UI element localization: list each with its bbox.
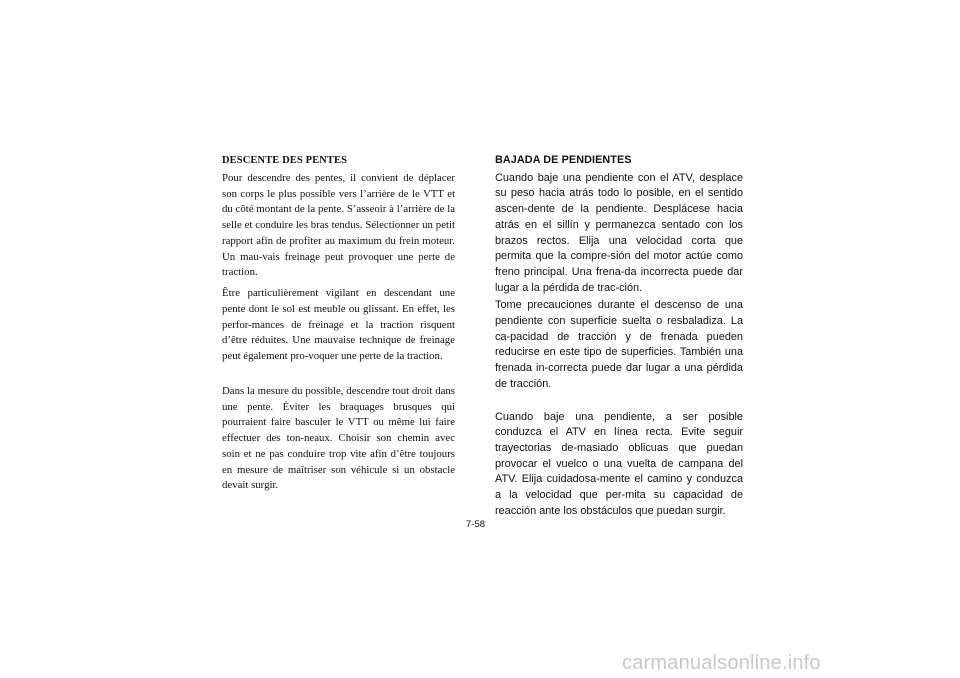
spanish-column	[495, 153, 743, 519]
french-paragraph-1: Pour descendre des pentes, il convient de déplacer son corps le plus possible vers l’arrière de le VTT et du côté montant de la pente. S’asseoir à l’arrière de la selle et conduire les bras tendus. Sélectionner un petit rapport afin de profiter au maximum du frein moteur. Un mau-vais freinage peut provoquer une perte de traction.	[222, 171, 455, 279]
spanish-heading: BAJADA DE PENDIENTES	[495, 154, 632, 166]
spanish-paragraph-1: Cuando baje una pendiente con el ATV, desplace su peso hacia atrás todo lo posible, en el sentido ascen-dente de la pendiente. Desplácese hacia atrás en el sillín y permanezca sentado con los brazos rectos. Elija una velocidad corta que permita que la compre-sión del motor actúe como freno principal. Una frena-da incorrecta puede dar lugar a la pérdida de trac-ción.	[495, 171, 743, 294]
spanish-paragraph-2: Tome precauciones durante el descenso de una pendiente con superficie suelta o resbaladiza. La ca-pacidad de tracción y de frenada pueden reducirse en este tipo de superficies. También una frenada in-correcta puede dar lugar a una pérdida de tracción.	[495, 299, 743, 390]
page-number: 7-58	[466, 519, 486, 530]
french-paragraph-3: Dans la mesure du possible, descendre tout droit dans une pente. Éviter les braquages brusques qui pourraient faire basculer le VTT ou même lui faire effectuer des ton-neaux. Choisir son chemin avec soin et ne pas conduire trop vite afin d’être toujours en mesure de maîtriser son véhicule si un obstacle devait surgir.	[222, 384, 455, 492]
spanish-paragraph-3: Cuando baje una pendiente, a ser posible conduzca el ATV en línea recta. Evite seguir trayectorias de-masiado oblicuas que puedan provocar el vuelco o una vuelta de campana del ATV. Elija cuidadosa-mente el camino y conduzca a la velocidad que per-mita su capacidad de reacción ante los obstáculos que puedan surgir.	[495, 410, 743, 517]
french-column	[222, 153, 455, 494]
watermark: carmanualsonline.info	[622, 652, 821, 674]
french-heading: DESCENTE DES PENTES	[222, 155, 348, 166]
french-paragraph-2: Être particulièrement vigilant en descendant une pente dont le sol est meuble ou glissant. En effet, les perfor-mances de freinage et la traction risquent d’être réduites. Une mauvaise technique de freinage peut également pro-voquer une perte de la traction.	[222, 287, 455, 362]
